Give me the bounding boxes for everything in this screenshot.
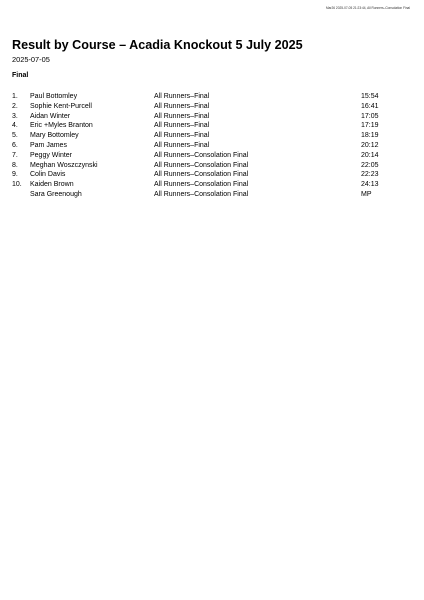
result-position: 2. (12, 102, 18, 110)
result-position: 9. (12, 171, 18, 179)
result-time: 18:19 (361, 132, 379, 140)
result-class: All Runners–Consolation Final (154, 151, 249, 159)
result-row (12, 170, 412, 180)
result-position: 8. (12, 161, 18, 169)
result-time: 17:05 (361, 112, 379, 120)
result-class: All Runners–Final (154, 132, 210, 140)
result-class: All Runners–Final (154, 93, 210, 100)
result-name: Aidan Winter (30, 112, 71, 120)
event-date: 2025-07-05 (12, 55, 50, 64)
result-time: 16:41 (361, 102, 379, 110)
result-name: Sara Greenough (30, 190, 82, 198)
result-class: All Runners–Final (154, 112, 210, 120)
result-position: 7. (12, 151, 18, 159)
result-time: 22:23 (361, 171, 379, 179)
result-time: 22:05 (361, 161, 379, 169)
result-row (12, 121, 412, 131)
result-time: 24:13 (361, 181, 379, 189)
result-time: 20:12 (361, 141, 379, 149)
result-position: 3. (12, 112, 18, 120)
result-position: 6. (12, 141, 18, 149)
result-class: All Runners–Final (154, 141, 210, 149)
result-row (12, 180, 412, 190)
result-row (12, 190, 412, 200)
result-time: 15:54 (361, 93, 379, 100)
result-row (12, 92, 412, 102)
section-heading: Final (12, 72, 29, 79)
result-time: MP (361, 190, 372, 198)
result-position: 4. (12, 122, 18, 130)
result-name: Mary Bottomley (30, 132, 79, 140)
result-class: All Runners–Final (154, 102, 210, 110)
result-row (12, 112, 412, 122)
result-row (12, 151, 412, 161)
page-title: Result by Course – Acadia Knockout 5 July 2025 (12, 38, 303, 52)
result-class: All Runners–Final (154, 122, 210, 130)
result-class: All Runners–Consolation Final (154, 171, 249, 179)
result-time: 20:14 (361, 151, 379, 159)
result-position: 10. (12, 181, 22, 189)
result-row (12, 131, 412, 141)
result-name: Meghan Woszczynski (30, 161, 98, 169)
result-position: 5. (12, 132, 18, 140)
result-class: All Runners–Consolation Final (154, 161, 249, 169)
result-name: Pam James (30, 141, 67, 149)
result-row (12, 102, 412, 112)
result-class: All Runners–Consolation Final (154, 190, 249, 198)
results-table (12, 92, 412, 200)
result-row (12, 141, 412, 151)
result-name: Colin Davis (30, 171, 66, 179)
result-class: All Runners–Consolation Final (154, 181, 249, 189)
result-name: Paul Bottomley (30, 93, 78, 100)
result-name: Sophie Kent-Purcell (30, 102, 92, 110)
result-position: 1. (12, 93, 18, 100)
result-name: Eric +Myles Branton (30, 122, 93, 130)
page-header-note: Mar26 2025-07-05 21:23:44, All Runners–Consolation Final (326, 6, 410, 10)
result-name: Peggy Winter (30, 151, 73, 159)
result-name: Kaiden Brown (30, 181, 74, 189)
result-time: 17:19 (361, 122, 379, 130)
result-row (12, 161, 412, 171)
